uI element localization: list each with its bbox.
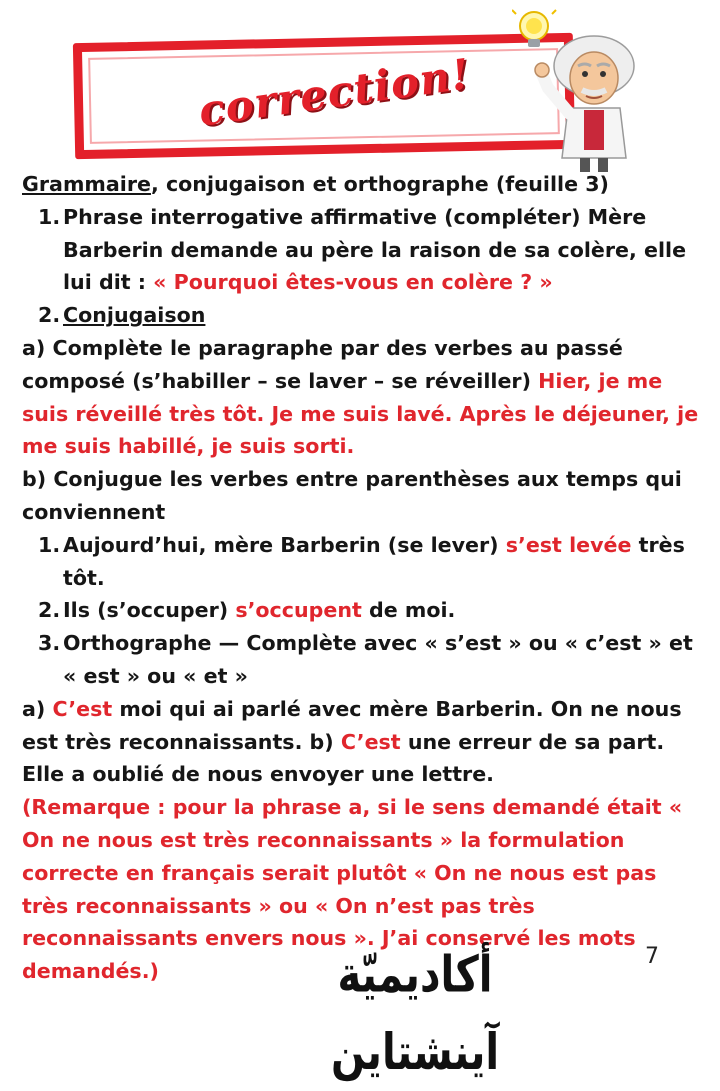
answer-text: s’est levée [505, 532, 632, 557]
item-text: Orthographe — Complète avec « s’est » ou « c’est » et « est » ou « et » [63, 631, 693, 688]
correction-content [22, 168, 704, 988]
question-text: une erreur de sa part. Elle a oublié de nous envoyer une lettre. [22, 729, 665, 787]
list-item [22, 299, 704, 332]
answer-text: s’occupent [235, 598, 362, 623]
list-item [22, 529, 704, 595]
part-a [22, 332, 704, 463]
page-number: 7 [645, 944, 659, 969]
answer-text: C’est [52, 696, 113, 721]
item-text: Phrase interrogative affirmative (compléter) Mère Barberin demande au père la raison de sa colère, elle lui dit : [63, 204, 687, 295]
orthography-answers [22, 693, 704, 791]
list-item [22, 627, 704, 693]
item-number: 2. [38, 598, 61, 623]
list-item [22, 594, 704, 627]
section-title-rest: , conjugaison et orthographe (feuille 3) [150, 172, 609, 196]
answer-text: Hier, je me suis réveillé très tôt. Je me suis lavé. Après le déjeuner, je me suis habillé, je suis sorti. [22, 368, 699, 459]
remark-note: (Remarque : pour la phrase a, si le sens demandé était « On ne nous est très reconnaissants » la formulation correcte en français serait plutôt « On ne nous est pas très reconnaissants » ou « On n’est pas très reconnaissants envers nous ». J’ai conservé les mots demandés.) [22, 795, 683, 984]
item-number: 2. [38, 303, 61, 328]
item-heading: Conjugaison [63, 303, 206, 328]
item-text: de moi. [361, 598, 456, 623]
question-text: moi qui ai parlé avec mère Barberin. On ne nous est très reconnaissants. b) [22, 696, 682, 754]
section-title [22, 168, 704, 201]
lightbulb-icon [512, 8, 556, 47]
header-title: correction! [195, 49, 474, 136]
question-text: a) Complète le paragraphe par des verbes au passé composé (s’habiller – se laver – se réveiller) [22, 335, 623, 393]
part-b: b) Conjugue les verbes entre parenthèses aux temps qui conviennent [22, 467, 682, 524]
conjugation-list [22, 529, 704, 693]
item-number: 1. [38, 532, 61, 557]
item-number: 1. [38, 204, 61, 229]
einstein-illustration [512, 8, 642, 176]
item-text: Ils (s’occuper) [63, 598, 236, 623]
main-list [22, 201, 704, 332]
item-text: Aujourd’hui, mère Barberin (se lever) [63, 532, 506, 557]
section-title-underlined: Grammaire [22, 172, 151, 196]
answer-text: C’est [340, 729, 401, 754]
item-text: très tôt. [63, 532, 685, 590]
answer-text: « Pourquoi êtes-vous en colère ? » [153, 270, 553, 295]
item-number: 3. [38, 631, 61, 656]
list-item [22, 201, 704, 299]
academy-logo-text: أكاديميّة آينشتاين [330, 946, 500, 1082]
question-label: a) [22, 696, 53, 721]
